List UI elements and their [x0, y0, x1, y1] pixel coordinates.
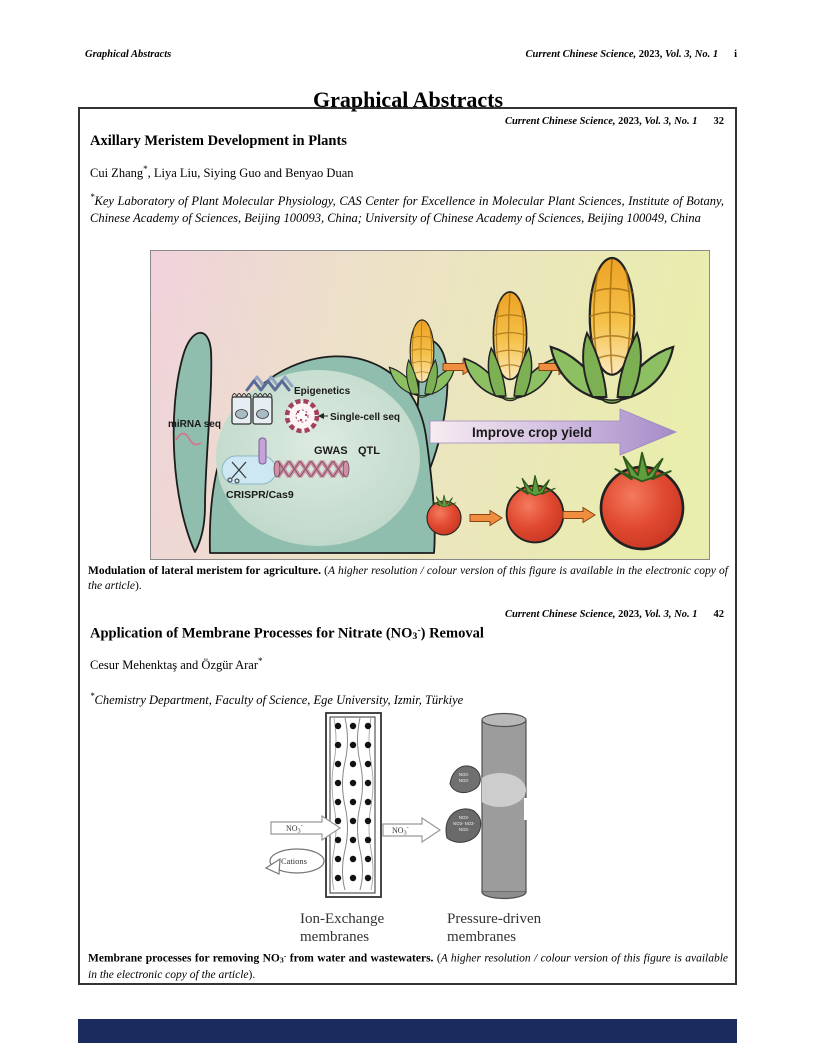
affiliation-text: Key Laboratory of Plant Molecular Physiology, CAS Center for Excellence in Molecular Plant Sciences, Institute of Botany, Chinese Academy of Sciences, Beijing 100093, China; University of Chinese Academy of Sciences, Beijing 100049, China [90, 194, 724, 225]
fixed-charge-dots [335, 723, 371, 881]
affiliation-1 [90, 189, 724, 226]
affiliation-asterisk: * [90, 691, 95, 701]
svg-text:NO3-: NO3- [392, 825, 409, 837]
label-ion-exchange: Ion-Exchange [300, 911, 385, 927]
author-asterisk: * [258, 656, 263, 666]
affiliation-text: Chemistry Department, Faculty of Science, Ege University, Izmir, Türkiye [94, 693, 464, 707]
authors-names: Cesur Mehenktaş and Özgür Arar [90, 658, 259, 672]
rh2-journal: Current Chinese Science, [504, 609, 616, 620]
droplet-label: NO3- [458, 778, 470, 783]
label-no3: NO [392, 826, 404, 835]
label-epigenetics: Epigenetics [294, 386, 351, 397]
title-text: Application of Membrane Processes for Nitrate (NO [90, 625, 413, 642]
label-pressure-driven-membranes: membranes [447, 929, 517, 945]
running-head-2 [505, 609, 724, 620]
title-superscript: - [417, 625, 421, 636]
nitrate-droplet-2 [446, 809, 481, 842]
header-year: 2023, [636, 49, 663, 60]
header-page-number: i [734, 49, 737, 60]
affiliation-asterisk: * [90, 192, 95, 202]
author-asterisk: * [143, 164, 148, 174]
article-title-2 [90, 625, 725, 642]
caption-paren-open: ( [433, 952, 441, 965]
abstracts-panel [78, 107, 737, 985]
page-header-right [526, 49, 737, 60]
nitrate-droplet-1 [450, 766, 480, 793]
nitrate-out-arrow [383, 818, 440, 842]
article-title-1: Axillary Meristem Development in Plants [90, 133, 347, 149]
rh2-year: 2023, [615, 609, 642, 620]
single-cell-icon [287, 401, 317, 431]
label-cations: Cations [281, 856, 307, 866]
running-head-1 [505, 116, 724, 127]
label-ion-exchange-membranes: membranes [300, 929, 370, 945]
caption-bold-text: Membrane processes for removing NO [88, 952, 280, 965]
caption-bold-text-end: from water and wastewaters. [286, 952, 434, 965]
title-subscript: 3 [412, 630, 418, 642]
caption-paren-close: ). [248, 968, 256, 981]
pressure-driven-membrane [474, 714, 528, 899]
rh1-year: 2023, [615, 116, 642, 127]
cations-arrow [266, 849, 324, 874]
caption-superscript: - [283, 951, 287, 960]
rh1-journal: Current Chinese Science, [504, 116, 616, 127]
label-single-cell-seq: Single-cell seq [330, 412, 401, 423]
footer-color-bar [78, 1019, 737, 1043]
rh2-vol: Vol. 3, No. 1 [641, 609, 698, 620]
droplet-label: NO3- [458, 815, 470, 820]
header-journal: Current Chinese Science, [525, 49, 637, 60]
title-text-end: ) Removal [420, 625, 484, 642]
figure-axillary-meristem [150, 250, 710, 560]
authors-rest: , Liya Liu, Siying Guo and Benyao Duan [147, 166, 354, 180]
figure-caption-1 [88, 564, 728, 594]
caption-italic-text: A higher resolution / colour version of this figure is available in the electronic copy of the article [88, 565, 728, 592]
caption-subscript: 3 [279, 955, 284, 965]
label-mirna-seq: miRNA seq [168, 419, 221, 430]
ion-exchange-membrane [326, 713, 381, 897]
caption-italic-text: A higher resolution / colour version of this figure is available in the electronic copy of the article [88, 952, 729, 981]
author-first: Cui Zhang [90, 166, 144, 180]
label-gwas: GWAS [314, 445, 348, 457]
figure-membrane-processes [264, 710, 564, 945]
rh1-vol: Vol. 3, No. 1 [641, 116, 698, 127]
page-header-left: Graphical Abstracts [85, 49, 172, 60]
label-qtl: QTL [358, 445, 380, 457]
droplet-label: NO3- [458, 772, 470, 777]
authors-1 [90, 164, 354, 181]
authors-2 [90, 656, 263, 673]
caption-paren-close: ). [134, 580, 142, 592]
label-crispr-cas9: CRISPR/Cas9 [226, 489, 294, 501]
header-vol: Vol. 3, No. 1 [662, 49, 719, 60]
rh2-page-number: 42 [713, 609, 724, 620]
page-title: Graphical Abstracts [312, 86, 504, 112]
label-no3: NO [286, 824, 298, 833]
label-pressure-driven: Pressure-driven [447, 911, 542, 927]
svg-text:NO3-: NO3- [286, 823, 303, 835]
rh1-page-number: 32 [713, 116, 724, 127]
label-improve-crop-yield: Improve crop yield [472, 425, 593, 440]
caption-bold-text: Modulation of lateral meristem for agriculture. [88, 565, 321, 577]
affiliation-2 [90, 688, 724, 709]
figure-caption-2 [88, 948, 728, 983]
caption-paren-open: ( [320, 565, 328, 577]
droplet-label: NO3- NO3- [453, 821, 475, 826]
droplet-label: NO3- [458, 827, 470, 832]
